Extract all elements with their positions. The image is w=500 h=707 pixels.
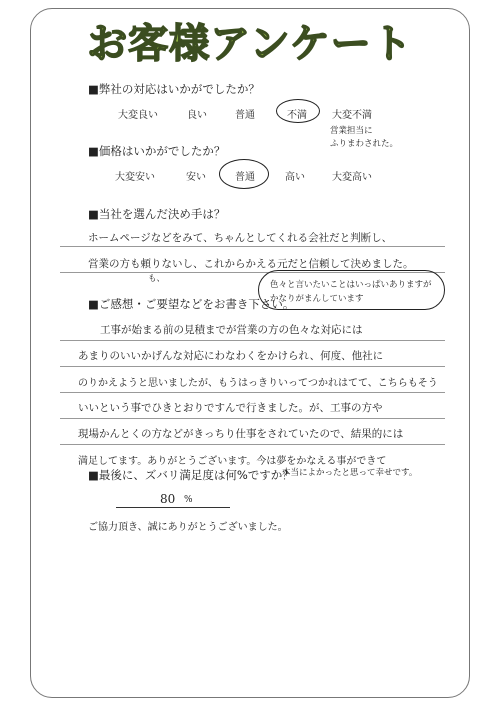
service-note-line1: 営業担当に — [330, 126, 373, 136]
price-option-very-expensive[interactable]: 大変高い — [332, 172, 372, 183]
bubble-line2: かなりがまんしています — [270, 294, 364, 304]
comment-line: 工事が始まる前の見積までが営業の方の色々な対応には — [100, 324, 363, 336]
service-option-good[interactable]: 良い — [187, 110, 207, 121]
comment-trail: 本当によかったと思って幸せです。 — [282, 468, 418, 478]
comment-line: あまりのいいかげんな対応にわなわくをかけられ、何度、他社に — [78, 350, 384, 362]
comment-line: のりかえようと思いましたが、もうはっきりいってつかれはてて、こちらもそう — [78, 378, 438, 389]
service-option-very-unsatisfied[interactable]: 大変不満 — [332, 110, 372, 121]
price-option-normal[interactable]: 普通 — [235, 172, 255, 183]
question-comments: ■ご感想・ご要望などをお書き下さい。 — [88, 297, 295, 311]
selected-circle-mark — [276, 99, 320, 123]
question-price: ■価格はいかがでしたか？ — [88, 144, 226, 158]
answer-underline — [60, 246, 445, 247]
comment-underline — [60, 418, 445, 419]
comment-line: 現場かんとくの方などがきっちり仕事をされていたので、結果的には — [78, 428, 404, 440]
answer-line: ホームページなどをみて、ちゃんとしてくれる会社だと判断し、 — [88, 232, 393, 244]
selected-circle-mark — [219, 159, 269, 189]
comment-bubble — [258, 270, 445, 310]
comment-line: 満足してます。ありがとうございます。今は夢をかなえる事ができて — [78, 456, 387, 467]
service-note-line2: ふりまわされた。 — [330, 139, 399, 149]
price-option-very-cheap[interactable]: 大変安い — [115, 172, 155, 183]
price-option-expensive[interactable]: 高い — [285, 172, 305, 183]
page-title: お客様アンケート — [87, 21, 413, 67]
service-option-very-good[interactable]: 大変良い — [118, 110, 158, 121]
question-service: ■弊社の対応はいかがでしたか？ — [88, 82, 260, 96]
service-option-normal[interactable]: 普通 — [235, 110, 255, 121]
satisfaction-unit: % — [184, 495, 193, 505]
answer-line: 営業の方も頼りないし、これからかえる元だと信頼して決めました。 — [88, 258, 414, 270]
question-deciding-factor: ■当社を選んだ決め手は？ — [88, 207, 226, 221]
satisfaction-value: 80 — [160, 492, 176, 506]
comment-underline — [60, 340, 445, 341]
service-option-unsatisfied[interactable]: 不満 — [287, 110, 307, 121]
comment-underline — [60, 392, 445, 393]
comment-underline — [60, 366, 445, 367]
comment-line: いいという事でひきとおりですんで行きました。が、工事の方や — [78, 402, 383, 414]
footer-thanks: ご協力頂き、誠にありがとうございました。 — [88, 522, 288, 533]
price-option-cheap[interactable]: 安い — [186, 172, 206, 183]
bubble-line1: 色々と言いたいことはいっぱいありますが — [270, 280, 432, 290]
question-satisfaction: ■最後に、ズバリ満足度は何%ですか？ — [88, 468, 294, 482]
comment-underline — [60, 444, 445, 445]
satisfaction-underline — [116, 507, 230, 508]
answer-mark: も、 — [148, 274, 166, 284]
